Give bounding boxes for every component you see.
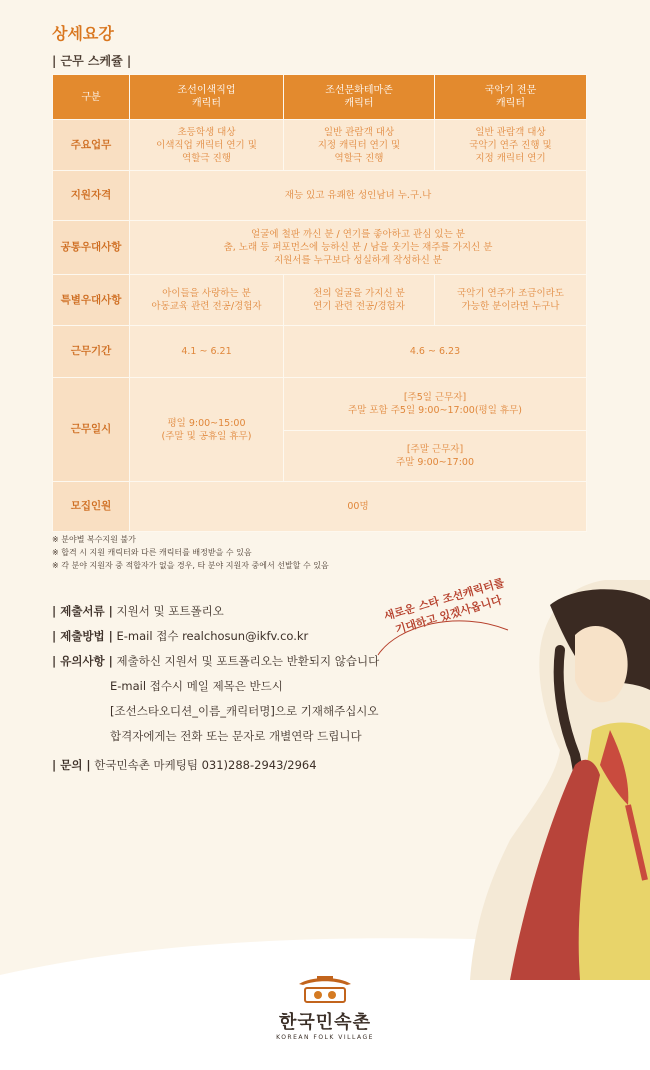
row-label-period: 근무기간 (53, 326, 130, 378)
table-row (53, 378, 587, 431)
row-label-common-pref: 공통우대사항 (53, 221, 130, 275)
recruit-value: 00명 (130, 482, 587, 532)
note-item: ※ 합격 시 지원 캐릭터와 다른 캐릭터를 배정받을 수 있음 (52, 548, 252, 557)
caution-line: E-mail 접수시 메일 제목은 반드시 (110, 679, 283, 693)
contact-value: 한국민속촌 마케팅팀 031)288-2943/2964 (90, 758, 317, 772)
caution-line: [조선스타오디션_이름_캐릭터명]으로 기재해주십시오 (110, 704, 379, 718)
folk-village-roof-icon (295, 972, 355, 1006)
header-col3: 국악기 전문 캐릭터 (435, 75, 587, 120)
notes (52, 533, 329, 572)
period-col1: 4.1 ~ 6.21 (130, 326, 284, 378)
qualification-value: 재능 있고 유쾌한 성인남녀 누.구.나 (130, 171, 587, 221)
row-label-special-pref: 특별우대사항 (53, 275, 130, 326)
row-label-recruit: 모집인원 (53, 482, 130, 532)
logo-name: 한국민속촌 (279, 1012, 371, 1033)
docs-label: | 제출서류 | (52, 604, 113, 618)
table-row (53, 171, 587, 221)
table-row (53, 482, 587, 532)
period-col23: 4.6 ~ 6.23 (284, 326, 587, 378)
section-subtitle: | 근무 스케쥴 | (52, 54, 132, 68)
info-docs (52, 601, 379, 626)
logo (0, 972, 650, 1041)
table-header-row (53, 75, 587, 120)
hours-fulltime: [주5일 근무자] 주말 포함 주5일 9:00~17:00(평일 휴무) (284, 378, 587, 431)
duty-col3: 일반 관람객 대상 국악기 연주 진행 및 지정 캐릭터 연기 (435, 120, 587, 171)
table-row (53, 221, 587, 275)
caution-line: 제출하신 지원서 및 포트폴리오는 반환되지 않습니다 (112, 654, 380, 668)
note-item: ※ 각 분야 지원자 중 적합자가 없을 경우, 타 분야 지원자 중에서 선발할 수 있음 (52, 561, 329, 570)
special-pref-col1: 아이들을 사랑하는 분 아동교육 관련 전공/경험자 (130, 275, 284, 326)
special-pref-col3: 국악기 연주가 조금이라도 가능한 분이라면 누구나 (435, 275, 587, 326)
header-category: 구분 (53, 75, 130, 120)
submission-info (52, 601, 379, 780)
header-col2: 조선문화테마존 캐릭터 (284, 75, 435, 120)
logo-english: KOREAN FOLK VILLAGE (276, 1034, 374, 1041)
header-col1: 조선이색직업 캐릭터 (130, 75, 284, 120)
contact-label: | 문의 | (52, 758, 91, 772)
note-item: ※ 분야별 복수지원 불가 (52, 535, 136, 544)
row-label-qualification: 지원자격 (53, 171, 130, 221)
caution-label: | 유의사항 | (52, 654, 113, 668)
method-label: | 제출방법 | (52, 629, 113, 643)
table-row (53, 120, 587, 171)
common-pref-value: 얼굴에 철판 까신 분 / 연기를 좋아하고 관심 있는 분 춤, 노래 등 퍼포먼스에 능하신 분 / 남을 웃기는 재주를 가지신 분 지원서를 누구보다 성실하게 작성하신 분 (130, 221, 587, 275)
row-label-hours: 근무일시 (53, 378, 130, 482)
caution-line: 합격자에게는 전화 또는 문자로 개별연락 드립니다 (110, 729, 362, 743)
hours-weekend: [주말 근무자] 주말 9:00~17:00 (284, 431, 587, 482)
special-pref-col2: 천의 얼굴을 가지신 분 연기 관련 전공/경험자 (284, 275, 435, 326)
docs-value: 지원서 및 포트폴리오 (112, 604, 224, 618)
info-contact (52, 755, 379, 780)
speech-text: 새로운 스타 조선캐릭터를 기대하고 있겠사옵니다 (382, 576, 506, 637)
row-label-duty: 주요업무 (53, 120, 130, 171)
schedule-table (52, 74, 587, 532)
table-row (53, 275, 587, 326)
info-caution (52, 651, 379, 676)
table-row (53, 326, 587, 378)
duty-col2: 일반 관람객 대상 지정 캐릭터 연기 및 역할극 진행 (284, 120, 435, 171)
duty-col1: 초등학생 대상 이색직업 캐릭터 연기 및 역할극 진행 (130, 120, 284, 171)
page-title: 상세요강 (52, 24, 114, 43)
info-method (52, 626, 379, 651)
method-value: E-mail 접수 realchosun@ikfv.co.kr (112, 629, 309, 643)
hours-col1: 평일 9:00~15:00 (주말 및 공휴일 휴무) (130, 378, 284, 482)
